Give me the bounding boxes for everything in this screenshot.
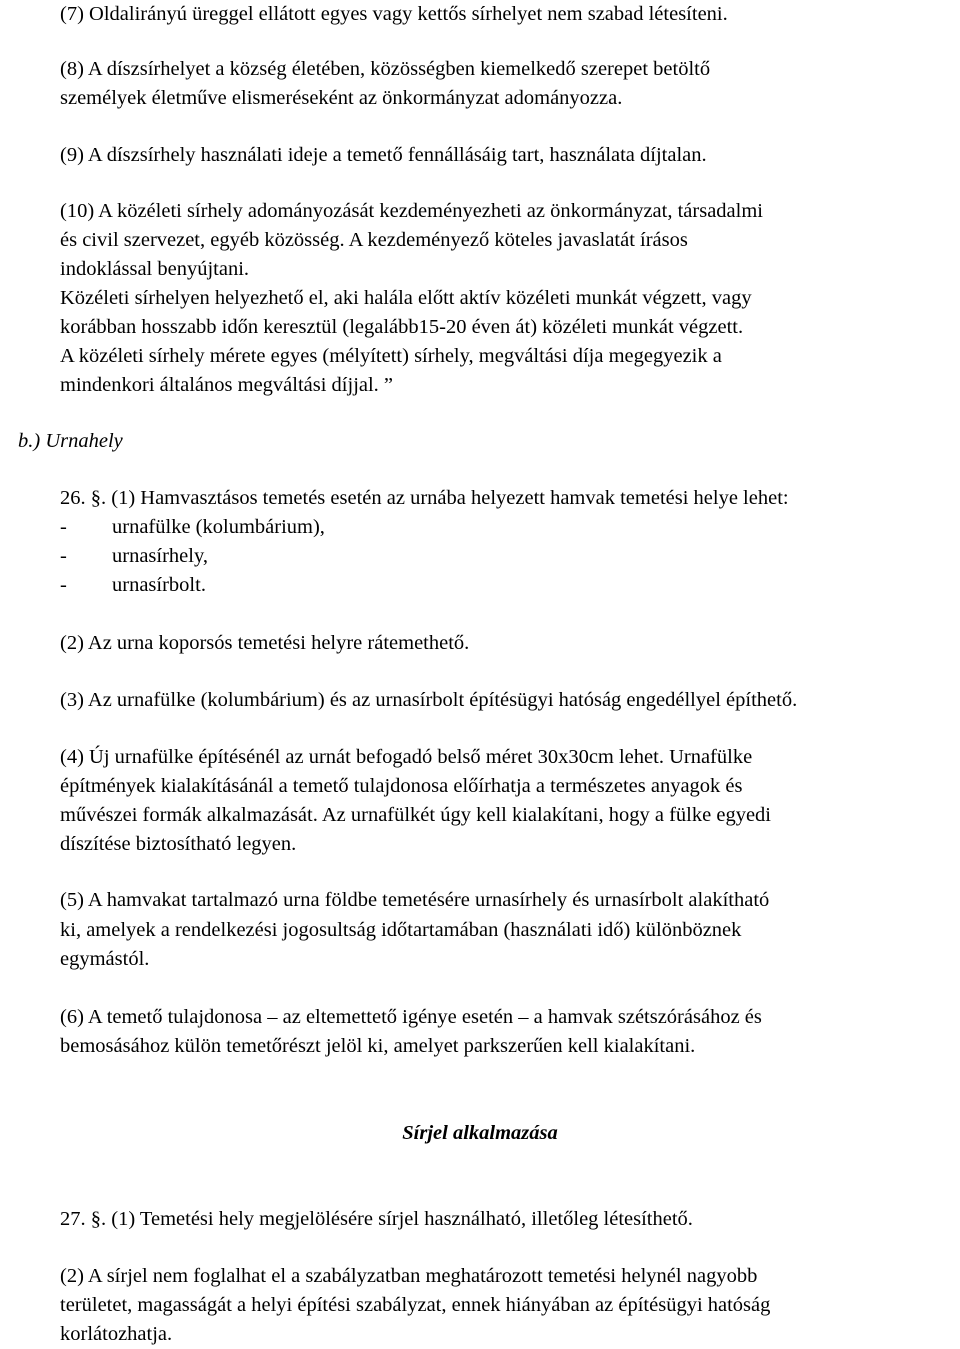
section-26-paragraph-4-line-2: építmények kialakításánál a temető tulajdonosa előírhatja a természetes anyagok és <box>60 775 743 797</box>
section-26-paragraph-2: (2) Az urna koporsós temetési helyre rátemethető. <box>60 632 470 654</box>
list-item <box>60 513 325 542</box>
section-26-paragraph-5-line-3: egymástól. <box>60 948 150 970</box>
section-27-paragraph-1: 27. §. (1) Temetési hely megjelölésére sírjel használható, illetőleg létesíthető. <box>60 1208 693 1230</box>
section-title: Sírjel alkalmazása <box>402 1122 558 1144</box>
section-26-paragraph-4-line-4: díszítése biztosítható legyen. <box>60 833 297 855</box>
section-26-paragraph-5-line-1: (5) A hamvakat tartalmazó urna földbe temetésére urnasírhely és urnasírbolt alakítható <box>60 889 770 911</box>
section-26-paragraph-4-line-1: (4) Új urnafülke építésénél az urnát befogadó belső méret 30x30cm lehet. Urnafülke <box>60 746 753 768</box>
section-26-paragraph-3: (3) Az urnafülke (kolumbárium) és az urnasírbolt építésügyi hatóság engedéllyel építhető. <box>60 689 798 711</box>
paragraph-10-line-6: A közéleti sírhely mérete egyes (mélyített) sírhely, megváltási díja megegyezik a <box>60 345 722 367</box>
section-26-paragraph-5-line-2: ki, amelyek a rendelkezési jogosultság időtartamában (használati idő) különböznek <box>60 919 742 941</box>
paragraph-10-line-5: korábban hosszabb időn keresztül (legalább15-20 éven át) közéleti munkát végzett. <box>60 316 744 338</box>
list-dash: - <box>60 516 67 538</box>
paragraph-8-line-2: személyek életműve elismeréseként az önkormányzat adományozza. <box>60 87 623 109</box>
list-item <box>60 542 208 571</box>
section-26-paragraph-6-line-1: (6) A temető tulajdonosa – az eltemettető igénye esetén – a hamvak szétszórásához és <box>60 1006 762 1028</box>
list-item-text: urnasírhely, <box>112 545 209 567</box>
paragraph-9: (9) A díszsírhely használati ideje a temető fennállásáig tart, használata díjtalan. <box>60 144 707 166</box>
paragraph-10-line-7: mindenkori általános megváltási díjjal. ” <box>60 374 394 396</box>
section-27-paragraph-2-line-1: (2) A sírjel nem foglalhat el a szabályzatban meghatározott temetési helynél nagyobb <box>60 1265 758 1287</box>
paragraph-7: (7) Oldalirányú üreggel ellátott egyes vagy kettős sírhelyet nem szabad létesíteni. <box>60 3 728 25</box>
paragraph-10-line-3: indoklással benyújtani. <box>60 258 250 280</box>
section-26-paragraph-6-line-2: bemosásához külön temetőrészt jelöl ki, amelyet parkszerűen kell kialakítani. <box>60 1035 696 1057</box>
section-27-paragraph-2-line-3: korlátozhatja. <box>60 1323 173 1345</box>
paragraph-8-line-1: (8) A díszsírhelyet a község életében, közösségben kiemelkedő szerepet betöltő <box>60 58 711 80</box>
section-27-paragraph-2-line-2: területet, magasságát a helyi építési szabályzat, ennek hiányában az építésügyi hatóság <box>60 1294 771 1316</box>
section-26-intro: 26. §. (1) Hamvasztásos temetés esetén az urnába helyezett hamvak temetési helye lehet: <box>60 487 789 509</box>
paragraph-10-line-2: és civil szervezet, egyéb közösség. A kezdeményező köteles javaslatát írásos <box>60 229 688 251</box>
section-26-paragraph-4-line-3: művészei formák alkalmazását. Az urnafülkét úgy kell kialakítani, hogy a fülke egyedi <box>60 804 771 826</box>
list-item <box>60 571 206 600</box>
list-item-text: urnasírbolt. <box>112 574 206 596</box>
paragraph-10-line-1: (10) A közéleti sírhely adományozását kezdeményezheti az önkormányzat, társadalmi <box>60 200 763 222</box>
list-dash: - <box>60 574 67 596</box>
section-heading-urnahely: b.) Urnahely <box>18 430 123 452</box>
list-dash: - <box>60 545 67 567</box>
paragraph-10-line-4: Közéleti sírhelyen helyezhető el, aki halála előtt aktív közéleti munkát végzett, vagy <box>60 287 752 309</box>
list-item-text: urnafülke (kolumbárium), <box>112 516 325 538</box>
